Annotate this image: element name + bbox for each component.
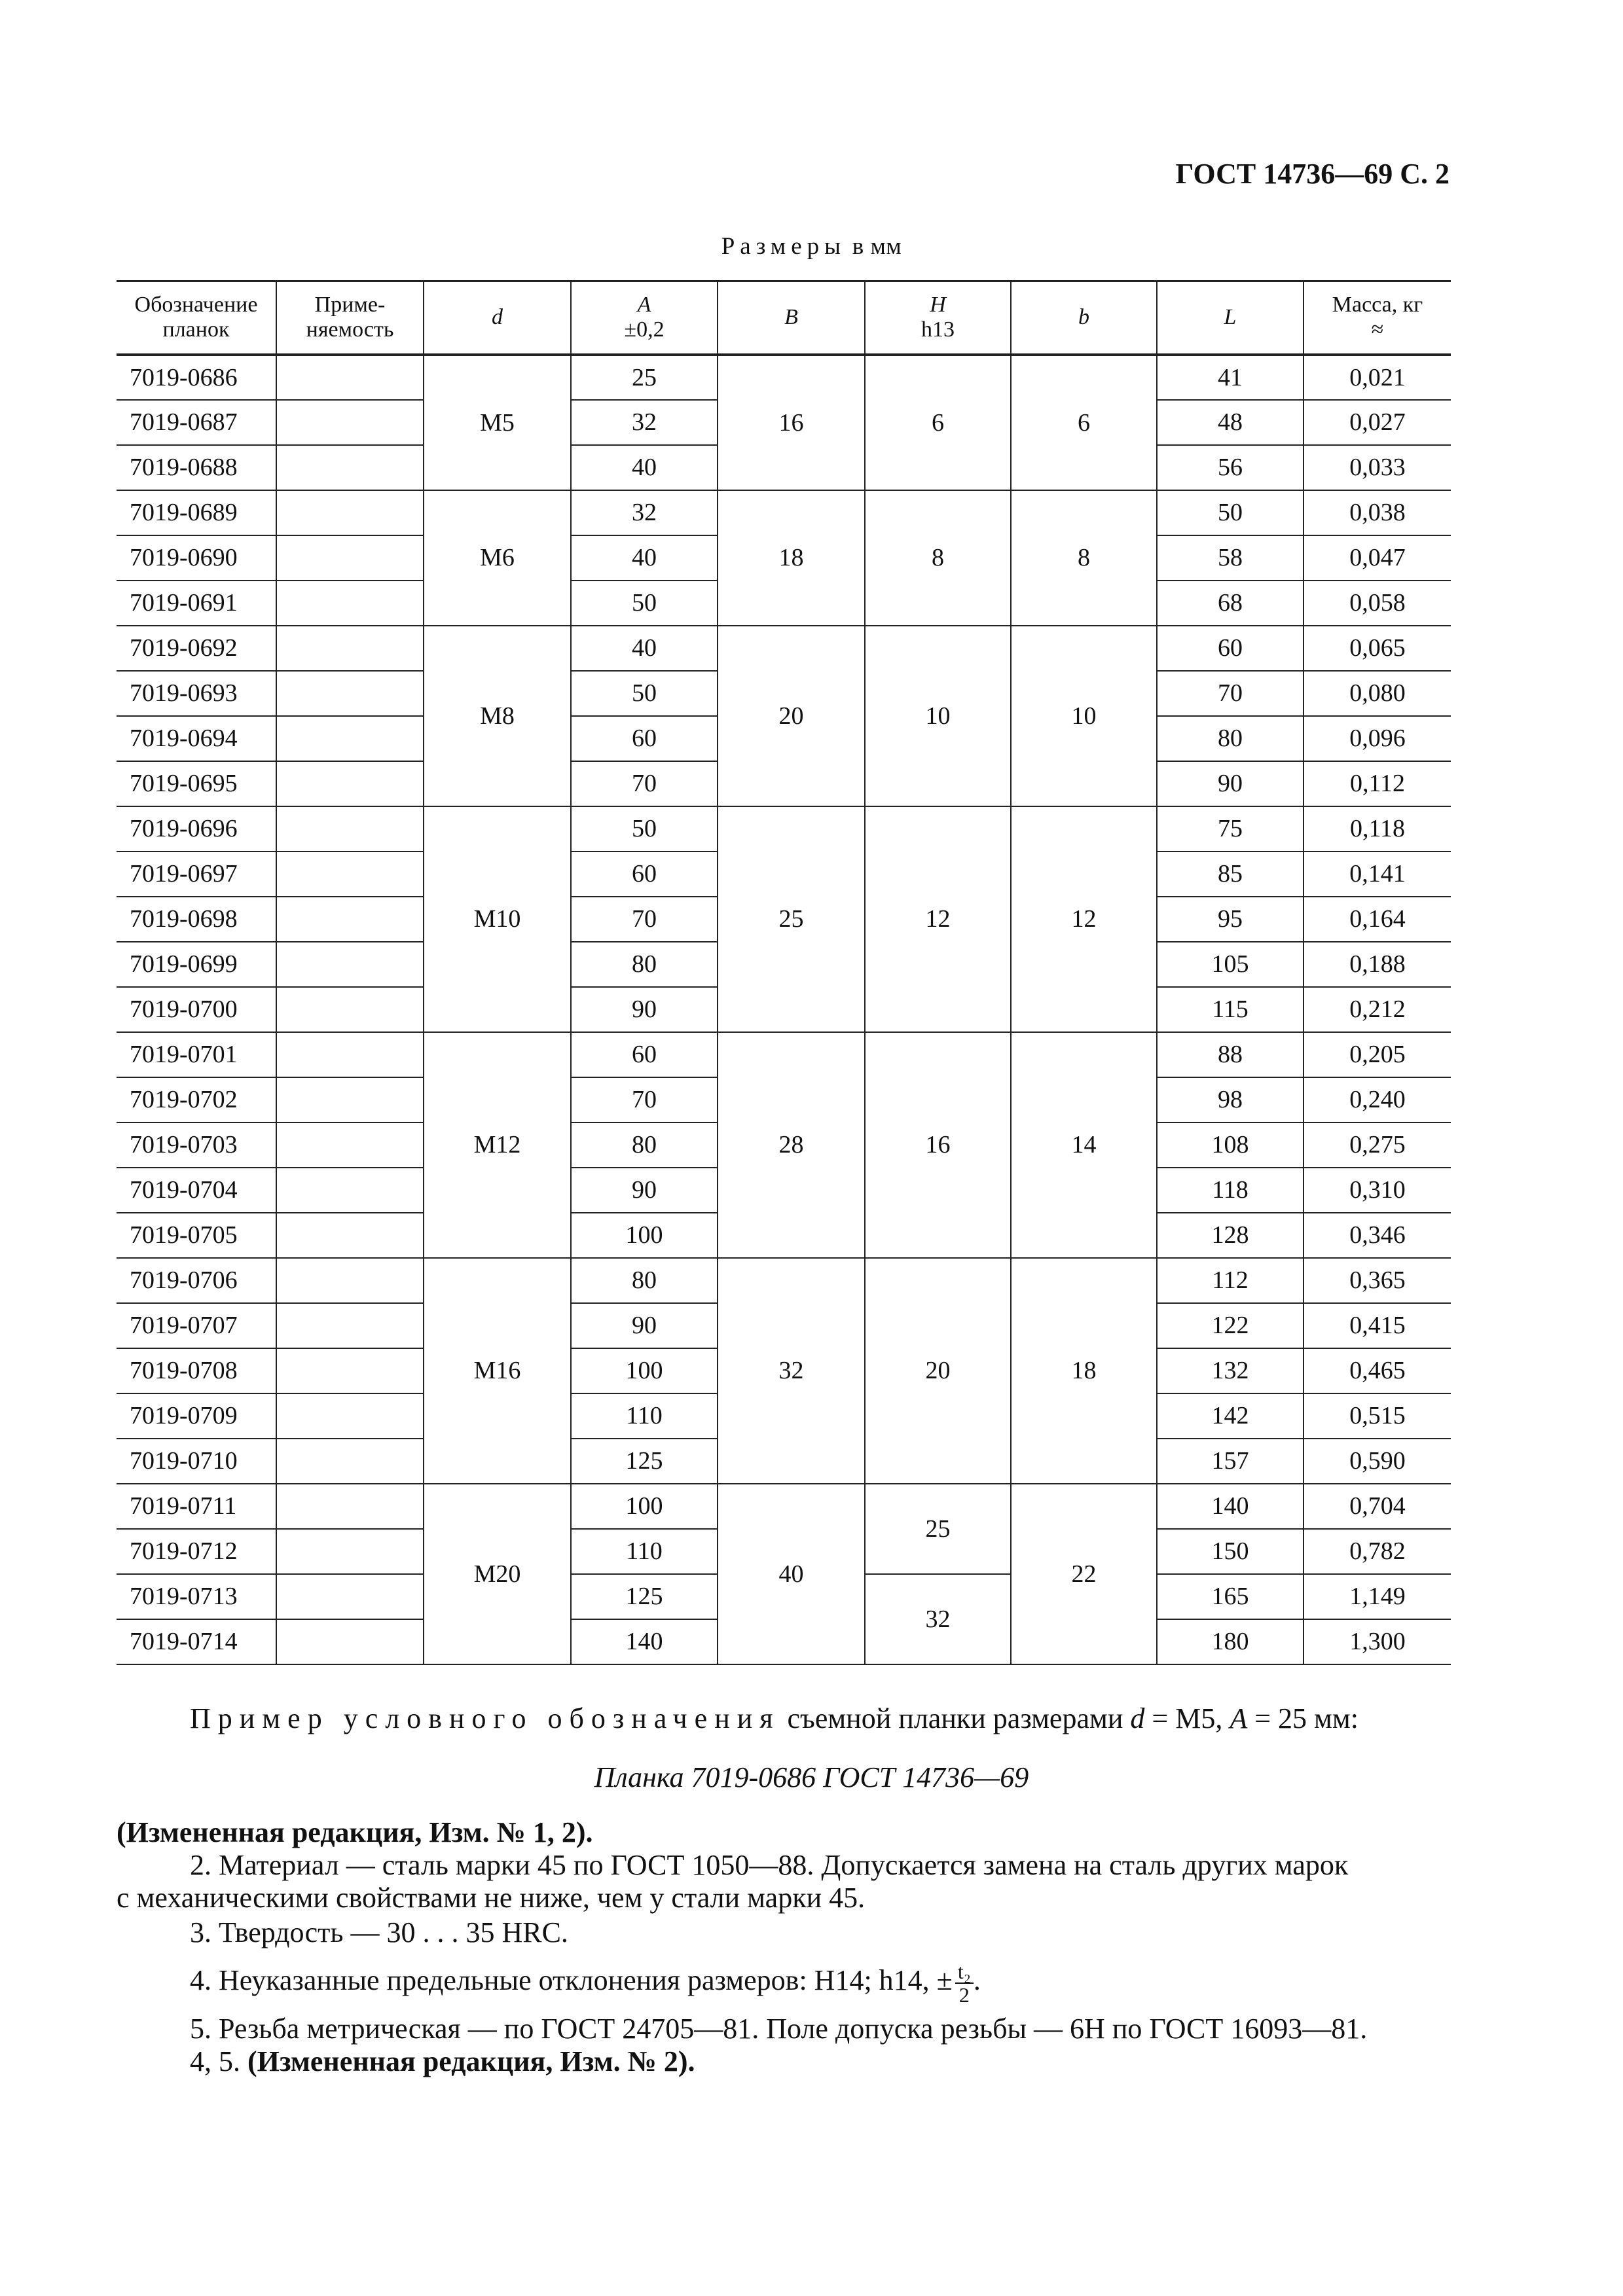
cell-b-upper: 20 xyxy=(718,626,865,806)
cell-applicability xyxy=(276,1348,424,1393)
cell-mass: 0,096 xyxy=(1304,716,1451,761)
header-l xyxy=(1157,281,1304,355)
header-b-lower-symbol: b xyxy=(1078,305,1089,330)
cell-l: 115 xyxy=(1157,987,1304,1032)
cell-applicability xyxy=(276,490,424,535)
cell-a: 110 xyxy=(571,1529,718,1574)
cell-l: 90 xyxy=(1157,761,1304,806)
designation-example: Планка 7019-0686 ГОСТ 14736—69 xyxy=(594,1761,1029,1793)
cell-a: 60 xyxy=(571,852,718,897)
note-item-3: 3. Твердость — 30 . . . 35 HRC. xyxy=(190,1916,568,1948)
cell-mass: 0,112 xyxy=(1304,761,1451,806)
cell-applicability xyxy=(276,626,424,671)
cell-mass: 0,141 xyxy=(1304,852,1451,897)
note-item-4-suffix: . xyxy=(973,1964,981,1997)
cell-mass: 0,164 xyxy=(1304,897,1451,942)
dimensions-table xyxy=(117,280,1451,1665)
cell-mass: 0,118 xyxy=(1304,806,1451,852)
cell-mass: 0,275 xyxy=(1304,1122,1451,1168)
cell-b-upper: 25 xyxy=(718,806,865,1032)
cell-l: 128 xyxy=(1157,1213,1304,1258)
example-d-value: = M5, xyxy=(1144,1702,1230,1734)
cell-l: 88 xyxy=(1157,1032,1304,1077)
cell-mass: 0,240 xyxy=(1304,1077,1451,1122)
header-applicability xyxy=(276,281,424,355)
cell-l: 112 xyxy=(1157,1258,1304,1303)
cell-a: 50 xyxy=(571,581,718,626)
example-spaced-phrase: Пример условного обозначения xyxy=(190,1702,780,1734)
table-row xyxy=(117,1484,1451,1529)
cell-a: 25 xyxy=(571,355,718,400)
cell-l: 180 xyxy=(1157,1619,1304,1664)
cell-a: 50 xyxy=(571,671,718,716)
cell-designation: 7019-0707 xyxy=(117,1303,276,1348)
cell-l: 56 xyxy=(1157,445,1304,490)
cell-h: 32 xyxy=(865,1574,1011,1664)
header-a xyxy=(571,281,718,355)
cell-h: 12 xyxy=(865,806,1011,1032)
cell-a: 60 xyxy=(571,1032,718,1077)
cell-applicability xyxy=(276,806,424,852)
table-row xyxy=(117,806,1451,852)
header-h-symbol: H xyxy=(930,293,946,317)
cell-applicability xyxy=(276,355,424,400)
note-edition-2-text: (Измененная редакция, Изм. № 2). xyxy=(247,2045,695,2077)
cell-applicability xyxy=(276,1393,424,1439)
cell-h: 8 xyxy=(865,490,1011,626)
cell-b-lower: 18 xyxy=(1011,1258,1157,1484)
cell-mass: 0,080 xyxy=(1304,671,1451,716)
cell-l: 150 xyxy=(1157,1529,1304,1574)
fraction-denominator: 2 xyxy=(958,1983,970,2007)
cell-designation: 7019-0706 xyxy=(117,1258,276,1303)
header-mass-line2: ≈ xyxy=(1371,317,1384,342)
cell-a: 40 xyxy=(571,445,718,490)
cell-a: 40 xyxy=(571,535,718,581)
table-row xyxy=(117,1032,1451,1077)
cell-a: 70 xyxy=(571,897,718,942)
cell-mass: 0,065 xyxy=(1304,626,1451,671)
note-item-5: 5. Резьба метрическая — по ГОСТ 24705—81. Поле допуска резьбы — 6Н по ГОСТ 16093—81. xyxy=(190,2013,1368,2045)
page-header: ГОСТ 14736—69 С. 2 xyxy=(1175,158,1450,190)
cell-d: M8 xyxy=(424,626,571,806)
cell-h: 16 xyxy=(865,1032,1011,1258)
cell-a: 125 xyxy=(571,1439,718,1484)
header-a-symbol: A xyxy=(637,293,651,317)
cell-mass: 0,515 xyxy=(1304,1393,1451,1439)
note-item-4 xyxy=(117,1960,1525,2006)
cell-b-upper: 32 xyxy=(718,1258,865,1484)
cell-designation: 7019-0713 xyxy=(117,1574,276,1619)
cell-mass: 0,033 xyxy=(1304,445,1451,490)
cell-b-lower: 14 xyxy=(1011,1032,1157,1258)
note-edition-1 xyxy=(117,1816,1452,1849)
cell-designation: 7019-0694 xyxy=(117,716,276,761)
cell-applicability xyxy=(276,761,424,806)
cell-l: 41 xyxy=(1157,355,1304,400)
cell-a: 40 xyxy=(571,626,718,671)
cell-l: 85 xyxy=(1157,852,1304,897)
table-body xyxy=(117,355,1451,1664)
cell-designation: 7019-0700 xyxy=(117,987,276,1032)
cell-designation: 7019-0708 xyxy=(117,1348,276,1393)
cell-l: 165 xyxy=(1157,1574,1304,1619)
header-d xyxy=(424,281,571,355)
cell-l: 70 xyxy=(1157,671,1304,716)
cell-applicability xyxy=(276,1168,424,1213)
cell-b-lower: 12 xyxy=(1011,806,1157,1032)
cell-mass: 0,704 xyxy=(1304,1484,1451,1529)
cell-mass: 0,205 xyxy=(1304,1032,1451,1077)
cell-a: 140 xyxy=(571,1619,718,1664)
cell-applicability xyxy=(276,1529,424,1574)
cell-l: 60 xyxy=(1157,626,1304,671)
cell-a: 80 xyxy=(571,942,718,987)
example-a-value: = 25 мм: xyxy=(1247,1702,1359,1734)
cell-applicability xyxy=(276,716,424,761)
cell-mass: 0,346 xyxy=(1304,1213,1451,1258)
cell-d: M6 xyxy=(424,490,571,626)
cell-l: 98 xyxy=(1157,1077,1304,1122)
header-applicability-line2: няемость xyxy=(306,317,394,342)
header-designation-line1: Обозначение xyxy=(134,293,258,317)
caption-suffix: в мм xyxy=(852,233,902,260)
cell-h: 25 xyxy=(865,1484,1011,1574)
cell-applicability xyxy=(276,1484,424,1529)
cell-applicability xyxy=(276,1439,424,1484)
cell-applicability xyxy=(276,852,424,897)
note-item-2-cont: с механическими свойствами не ниже, чем у стали марки 45. xyxy=(117,1882,866,1914)
cell-designation: 7019-0688 xyxy=(117,445,276,490)
header-l-symbol: L xyxy=(1224,305,1237,330)
cell-d: M12 xyxy=(424,1032,571,1258)
cell-a: 70 xyxy=(571,1077,718,1122)
cell-mass: 0,038 xyxy=(1304,490,1451,535)
header-b-lower xyxy=(1011,281,1157,355)
cell-mass: 0,590 xyxy=(1304,1439,1451,1484)
cell-designation: 7019-0701 xyxy=(117,1032,276,1077)
example-line xyxy=(190,1702,1359,1735)
cell-d: M16 xyxy=(424,1258,571,1484)
cell-mass: 0,021 xyxy=(1304,355,1451,400)
cell-a: 90 xyxy=(571,987,718,1032)
cell-mass: 0,365 xyxy=(1304,1258,1451,1303)
cell-l: 132 xyxy=(1157,1348,1304,1393)
cell-l: 75 xyxy=(1157,806,1304,852)
cell-mass: 0,058 xyxy=(1304,581,1451,626)
cell-h: 10 xyxy=(865,626,1011,806)
header-applicability-line1: Приме- xyxy=(314,293,386,317)
tolerance-fraction xyxy=(955,1960,974,2006)
cell-a: 70 xyxy=(571,761,718,806)
cell-l: 140 xyxy=(1157,1484,1304,1529)
cell-a: 32 xyxy=(571,490,718,535)
cell-d: M5 xyxy=(424,355,571,490)
header-designation-line2: планок xyxy=(162,317,230,342)
cell-designation: 7019-0710 xyxy=(117,1439,276,1484)
cell-l: 80 xyxy=(1157,716,1304,761)
cell-mass: 0,465 xyxy=(1304,1348,1451,1393)
cell-b-upper: 40 xyxy=(718,1484,865,1664)
cell-designation: 7019-0689 xyxy=(117,490,276,535)
note-edition-2 xyxy=(117,2045,1525,2078)
cell-b-lower: 10 xyxy=(1011,626,1157,806)
cell-designation: 7019-0705 xyxy=(117,1213,276,1258)
cell-designation: 7019-0702 xyxy=(117,1077,276,1122)
cell-a: 32 xyxy=(571,400,718,445)
cell-b-lower: 8 xyxy=(1011,490,1157,626)
cell-designation: 7019-0714 xyxy=(117,1619,276,1664)
cell-applicability xyxy=(276,987,424,1032)
cell-applicability xyxy=(276,535,424,581)
cell-b-upper: 16 xyxy=(718,355,865,490)
cell-a: 90 xyxy=(571,1303,718,1348)
cell-designation: 7019-0686 xyxy=(117,355,276,400)
table-caption xyxy=(0,232,1623,260)
cell-b-lower: 22 xyxy=(1011,1484,1157,1664)
cell-l: 142 xyxy=(1157,1393,1304,1439)
table-row xyxy=(117,1258,1451,1303)
example-d-symbol: d xyxy=(1130,1702,1145,1734)
cell-applicability xyxy=(276,1122,424,1168)
cell-a: 80 xyxy=(571,1122,718,1168)
cell-a: 110 xyxy=(571,1393,718,1439)
cell-a: 90 xyxy=(571,1168,718,1213)
cell-b-upper: 28 xyxy=(718,1032,865,1258)
caption-prefix: Размеры xyxy=(721,233,846,260)
cell-l: 118 xyxy=(1157,1168,1304,1213)
cell-designation: 7019-0698 xyxy=(117,897,276,942)
cell-designation: 7019-0696 xyxy=(117,806,276,852)
header-h xyxy=(865,281,1011,355)
cell-d: M20 xyxy=(424,1484,571,1664)
cell-mass: 0,782 xyxy=(1304,1529,1451,1574)
example-text: съемной планки размерами xyxy=(780,1702,1131,1734)
cell-l: 105 xyxy=(1157,942,1304,987)
cell-applicability xyxy=(276,1258,424,1303)
cell-applicability xyxy=(276,942,424,987)
table-row xyxy=(117,355,1451,400)
cell-designation: 7019-0699 xyxy=(117,942,276,987)
cell-l: 58 xyxy=(1157,535,1304,581)
header-designation xyxy=(117,281,276,355)
cell-designation: 7019-0703 xyxy=(117,1122,276,1168)
cell-a: 125 xyxy=(571,1574,718,1619)
cell-l: 157 xyxy=(1157,1439,1304,1484)
cell-designation: 7019-0692 xyxy=(117,626,276,671)
cell-mass: 0,212 xyxy=(1304,987,1451,1032)
cell-mass: 1,300 xyxy=(1304,1619,1451,1664)
cell-applicability xyxy=(276,1303,424,1348)
cell-designation: 7019-0693 xyxy=(117,671,276,716)
cell-designation: 7019-0695 xyxy=(117,761,276,806)
cell-l: 95 xyxy=(1157,897,1304,942)
cell-designation: 7019-0709 xyxy=(117,1393,276,1439)
cell-d: M10 xyxy=(424,806,571,1032)
cell-applicability xyxy=(276,445,424,490)
cell-applicability xyxy=(276,581,424,626)
cell-b-upper: 18 xyxy=(718,490,865,626)
cell-applicability xyxy=(276,1619,424,1664)
header-mass xyxy=(1304,281,1451,355)
table-row xyxy=(117,626,1451,671)
cell-l: 108 xyxy=(1157,1122,1304,1168)
note-edition-2-prefix: 4, 5. xyxy=(190,2045,247,2077)
note-item-2: 2. Материал — сталь марки 45 по ГОСТ 1050—88. Допускается замена на сталь других марок xyxy=(190,1849,1349,1881)
header-mass-line1: Масса, кг xyxy=(1332,293,1423,317)
cell-applicability xyxy=(276,400,424,445)
cell-applicability xyxy=(276,671,424,716)
cell-a: 60 xyxy=(571,716,718,761)
cell-b-lower: 6 xyxy=(1011,355,1157,490)
cell-a: 50 xyxy=(571,806,718,852)
cell-h: 6 xyxy=(865,355,1011,490)
cell-applicability xyxy=(276,1213,424,1258)
note-edition-1-text: (Измененная редакция, Изм. № 1, 2). xyxy=(117,1816,593,1848)
cell-designation: 7019-0711 xyxy=(117,1484,276,1529)
fraction-numerator: t₂ xyxy=(955,1960,974,1984)
cell-a: 100 xyxy=(571,1484,718,1529)
cell-a: 80 xyxy=(571,1258,718,1303)
cell-mass: 0,027 xyxy=(1304,400,1451,445)
header-d-symbol: d xyxy=(492,305,503,330)
example-a-symbol: A xyxy=(1230,1702,1248,1734)
cell-applicability xyxy=(276,1574,424,1619)
cell-designation: 7019-0697 xyxy=(117,852,276,897)
cell-mass: 0,415 xyxy=(1304,1303,1451,1348)
cell-applicability xyxy=(276,1032,424,1077)
header-b-upper xyxy=(718,281,865,355)
cell-designation: 7019-0690 xyxy=(117,535,276,581)
header-a-tolerance: ±0,2 xyxy=(624,317,665,342)
cell-mass: 0,047 xyxy=(1304,535,1451,581)
cell-l: 48 xyxy=(1157,400,1304,445)
cell-a: 100 xyxy=(571,1213,718,1258)
cell-h: 20 xyxy=(865,1258,1011,1484)
cell-l: 50 xyxy=(1157,490,1304,535)
cell-designation: 7019-0691 xyxy=(117,581,276,626)
header-h-tolerance: h13 xyxy=(921,317,955,342)
cell-l: 68 xyxy=(1157,581,1304,626)
cell-applicability xyxy=(276,1077,424,1122)
note-item-4-text: 4. Неуказанные предельные отклонения размеров: H14; h14, ± xyxy=(190,1964,953,1997)
cell-l: 122 xyxy=(1157,1303,1304,1348)
cell-mass: 0,188 xyxy=(1304,942,1451,987)
cell-mass: 0,310 xyxy=(1304,1168,1451,1213)
cell-a: 100 xyxy=(571,1348,718,1393)
table-row xyxy=(117,490,1451,535)
cell-applicability xyxy=(276,897,424,942)
cell-designation: 7019-0712 xyxy=(117,1529,276,1574)
table-header-row xyxy=(117,281,1451,355)
cell-designation: 7019-0704 xyxy=(117,1168,276,1213)
cell-designation: 7019-0687 xyxy=(117,400,276,445)
cell-mass: 1,149 xyxy=(1304,1574,1451,1619)
header-b-upper-symbol: B xyxy=(784,305,798,330)
